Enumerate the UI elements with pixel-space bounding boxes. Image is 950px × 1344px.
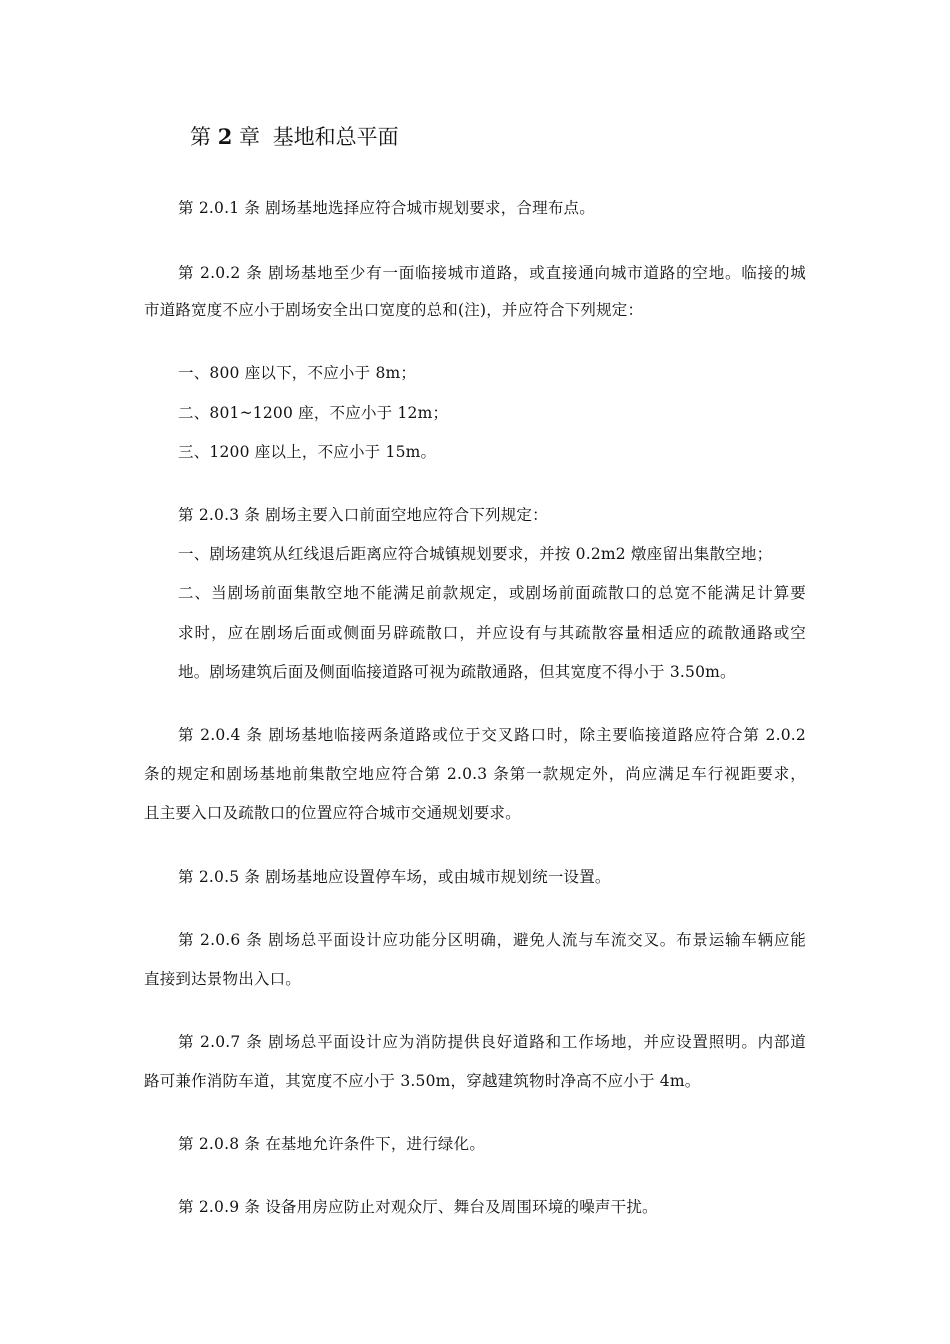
clause-2-0-4-line-3: 且主要入口及疏散口的位置应符合城市交通规划要求。	[144, 804, 521, 822]
clause-2-0-3-item-1: 一、剧场建筑从红线退后距离应符合城镇规划要求，并按 0.2m2 燉座留出集散空地；	[178, 545, 773, 563]
clause-2-0-3-item-2-line-2: 求时，应在剧场后面或侧面另辟疏散口，并应设有与其疏散容量相适应的疏散通路或空	[178, 624, 806, 642]
clause-2-0-6-line-1: 第 2.0.6 条 剧场总平面设计应功能分区明确，避免人流与车流交叉。布景运输车辆应能	[178, 931, 806, 949]
chapter-prefix: 第	[190, 125, 211, 149]
chapter-suffix: 章	[239, 125, 260, 149]
clause-2-0-2-line-2: 市道路宽度不应小于剧场安全出口宽度的总和(注)，并应符合下列规定：	[144, 301, 644, 319]
chapter-title: 基地和总平面	[272, 125, 399, 149]
chapter-heading	[190, 123, 399, 151]
clause-2-0-5: 第 2.0.5 条 剧场基地应设置停车场，或由城市规划统一设置。	[178, 868, 611, 886]
clause-2-0-3-item-2-line-1: 二、当剧场前面集散空地不能满足前款规定，或剧场前面疏散口的总宽不能满足计算要	[178, 584, 806, 602]
list-item-1: 一、800 座以下，不应小于 8m；	[178, 364, 417, 382]
clause-2-0-3: 第 2.0.3 条 剧场主要入口前面空地应符合下列规定：	[178, 506, 548, 524]
clause-2-0-4-line-1: 第 2.0.4 条 剧场基地临接两条道路或位于交叉路口时，除主要临接道路应符合第 2.0.2	[178, 726, 806, 744]
clause-2-0-7-line-1: 第 2.0.7 条 剧场总平面设计应为消防提供良好道路和工作场地，并应设置照明。内部道	[178, 1033, 806, 1051]
chapter-number: 2	[217, 124, 233, 149]
clause-2-0-8: 第 2.0.8 条 在基地允许条件下，进行绿化。	[178, 1135, 486, 1153]
list-item-2: 二、801~1200 座，不应小于 12m；	[178, 404, 449, 422]
clause-2-0-6-line-2: 直接到达景物出入口。	[144, 970, 302, 988]
clause-2-0-9: 第 2.0.9 条 设备用房应防止对观众厅、舞台及周围环境的噪声干扰。	[178, 1198, 658, 1216]
clause-2-0-4-line-2: 条的规定和剧场基地前集散空地应符合第 2.0.3 条第一款规定外，尚应满足车行视距要求，	[144, 765, 806, 783]
clause-2-0-1: 第 2.0.1 条 剧场基地选择应符合城市规划要求，合理布点。	[178, 199, 595, 217]
clause-2-0-3-item-2-line-3: 地。剧场建筑后面及侧面临接道路可视为疏散通路，但其宽度不得小于 3.50m。	[178, 663, 736, 681]
clause-2-0-7-line-2: 路可兼作消防车道，其宽度不应小于 3.50m，穿越建筑物时净高不应小于 4m。	[144, 1072, 701, 1090]
list-item-3: 三、1200 座以上，不应小于 15m。	[178, 443, 437, 461]
clause-2-0-2-line-1: 第 2.0.2 条 剧场基地至少有一面临接城市道路，或直接通向城市道路的空地。临接的城	[178, 264, 806, 282]
